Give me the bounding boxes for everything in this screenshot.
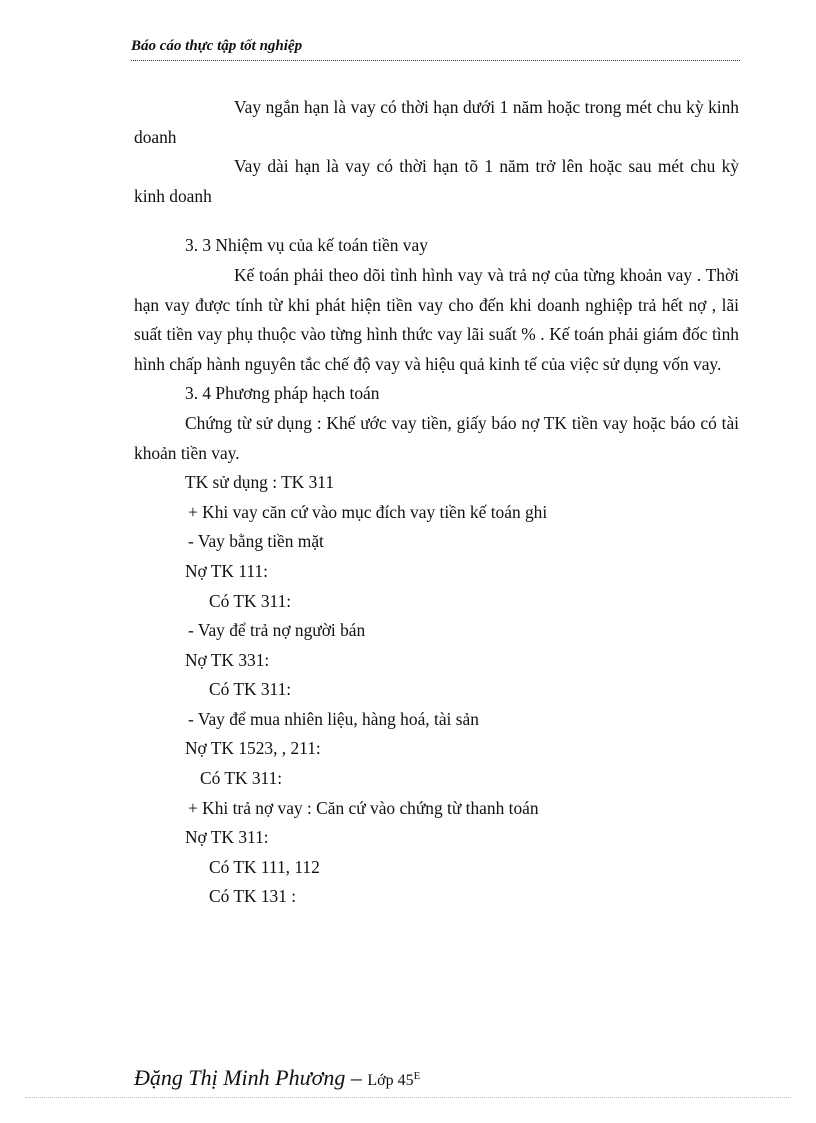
section-heading-3-4: 3. 4 Phương pháp hạch toán — [185, 383, 380, 404]
case-buy-materials: - Vay để mua nhiên liệu, hàng hoá, tài sản — [188, 708, 479, 729]
footer-separator: – — [345, 1065, 368, 1090]
paragraph-documents: Chứng từ sử dụng : Khế ước vay tiền, giấy báo nợ TK tiền vay hoặc báo có tài khoản tiền vay. — [134, 412, 739, 463]
section-heading-3-3: 3. 3 Nhiệm vụ của kế toán tiền vay — [185, 235, 428, 256]
case-cash-loan: - Vay bằng tiền mặt — [188, 531, 324, 552]
case-repayment-heading: + Khi trả nợ vay : Căn cứ vào chứng từ thanh toán — [188, 797, 539, 818]
paragraph-short-term-loan: Vay ngắn hạn là vay có thời hạn dưới 1 năm hoặc trong mét chu kỳ kinh doanh — [134, 97, 739, 147]
credit-line: Có TK 131 : — [209, 886, 297, 907]
paragraph-long-term-loan: Vay dài hạn là vay có thời hạn tõ 1 năm trở lên hoặc sau mét chu kỳ kinh doanh — [134, 156, 739, 206]
debit-line: Nợ TK 111: — [185, 560, 268, 581]
debit-line: Nợ TK 331: — [185, 649, 270, 670]
paragraph-duties: Kế toán phải theo dõi tình hình vay và trả nợ của từng khoản vay . Thời hạn vay được tính từ khi phát hiện tiền vay cho đến khi doanh nghiệp trả hết nợ , lãi suất tiền vay phụ thuộc vào từng hình thức vay lãi suất % . Kế toán phải giám đốc tình hình chấp hành nguyên tắc chế độ vay và hiệu quả kinh tế của việc sử dụng vốn vay. — [134, 264, 739, 374]
page-header-title: Báo cáo thực tập tốt nghiệp — [131, 38, 303, 54]
page-footer — [134, 1065, 420, 1091]
document-body — [134, 93, 739, 912]
debit-line: Nợ TK 311: — [185, 827, 269, 848]
debit-line: Nợ TK 1523, , 211: — [185, 738, 321, 759]
footer-class: Lớp 45 — [367, 1072, 414, 1089]
case-borrowing-heading: + Khi vay căn cứ vào mục đích vay tiền kế toán ghi — [188, 501, 548, 522]
footer-divider — [25, 1097, 791, 1098]
header-divider — [131, 60, 740, 61]
spacer — [134, 211, 739, 231]
credit-line: Có TK 311: — [209, 590, 292, 611]
credit-line: Có TK 311: — [200, 768, 283, 789]
account-used-line: TK sử dụng : TK 311 — [185, 472, 335, 493]
footer-author: Đặng Thị Minh Phương — [134, 1065, 346, 1090]
footer-class-superscript: E — [413, 1070, 421, 1082]
credit-line: Có TK 111, 112 — [209, 856, 320, 877]
case-pay-supplier: - Vay để trả nợ người bán — [188, 620, 366, 641]
credit-line: Có TK 311: — [209, 679, 292, 700]
